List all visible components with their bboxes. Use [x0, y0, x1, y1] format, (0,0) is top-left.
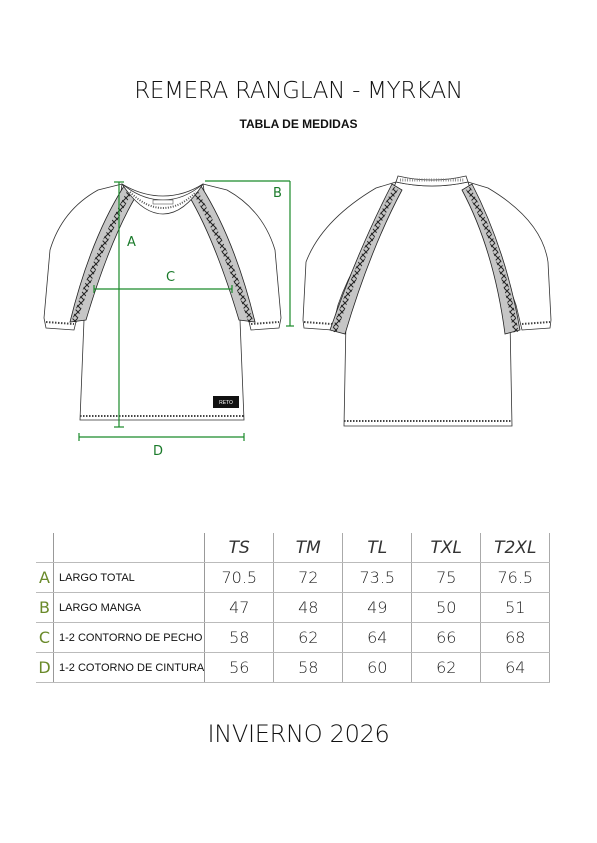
table-cell: 62	[412, 653, 481, 683]
back-view	[303, 176, 551, 426]
row-letter: B	[36, 593, 54, 623]
table-cell: 66	[412, 623, 481, 653]
page-subtitle: TABLA DE MEDIDAS	[239, 117, 358, 131]
table-row	[36, 653, 550, 683]
table-row	[36, 563, 550, 593]
table-cell: 58	[205, 623, 274, 653]
header-blank-letter	[36, 533, 54, 563]
table-cell: 56	[205, 653, 274, 683]
row-letter: D	[36, 653, 54, 683]
page-title: REMERA RANGLAN - MYRKAN	[134, 78, 463, 104]
size-header-row	[36, 533, 550, 563]
row-measure-name: LARGO TOTAL	[54, 563, 205, 593]
front-view	[44, 184, 281, 420]
size-header: TL	[343, 533, 412, 563]
row-letter: C	[36, 623, 54, 653]
measure-b-label: B	[273, 186, 282, 201]
size-header: TM	[274, 533, 343, 563]
measure-c-label: C	[166, 270, 176, 285]
table-cell: 75	[412, 563, 481, 593]
table-row	[36, 623, 550, 653]
size-header: T2XL	[481, 533, 550, 563]
table-cell: 58	[274, 653, 343, 683]
neck-tag	[153, 200, 173, 204]
table-cell: 51	[481, 593, 550, 623]
table-cell: 62	[274, 623, 343, 653]
garment-technical-drawing	[0, 160, 597, 470]
table-cell: 72	[274, 563, 343, 593]
table-cell: 64	[343, 623, 412, 653]
row-measure-name: 1-2 CONTORNO DE PECHO	[54, 623, 205, 653]
header-blank-name	[54, 533, 205, 563]
row-measure-name: LARGO MANGA	[54, 593, 205, 623]
table-cell: 47	[205, 593, 274, 623]
season-footer: INVIERNO 2026	[207, 720, 390, 748]
table-cell: 64	[481, 653, 550, 683]
table-cell: 70.5	[205, 563, 274, 593]
table-row	[36, 593, 550, 623]
row-letter: A	[36, 563, 54, 593]
table-cell: 73.5	[343, 563, 412, 593]
table-cell: 76.5	[481, 563, 550, 593]
table-cell: 68	[481, 623, 550, 653]
size-header: TS	[205, 533, 274, 563]
table-cell: 60	[343, 653, 412, 683]
size-header: TXL	[412, 533, 481, 563]
table-cell: 48	[274, 593, 343, 623]
measure-a-label: A	[127, 235, 136, 250]
table-cell: 49	[343, 593, 412, 623]
row-measure-name: 1-2 COTORNO DE CINTURA	[54, 653, 205, 683]
size-table	[36, 533, 550, 683]
brand-label-text: RETO	[219, 400, 233, 406]
table-cell: 50	[412, 593, 481, 623]
measure-d-label: D	[153, 444, 164, 459]
